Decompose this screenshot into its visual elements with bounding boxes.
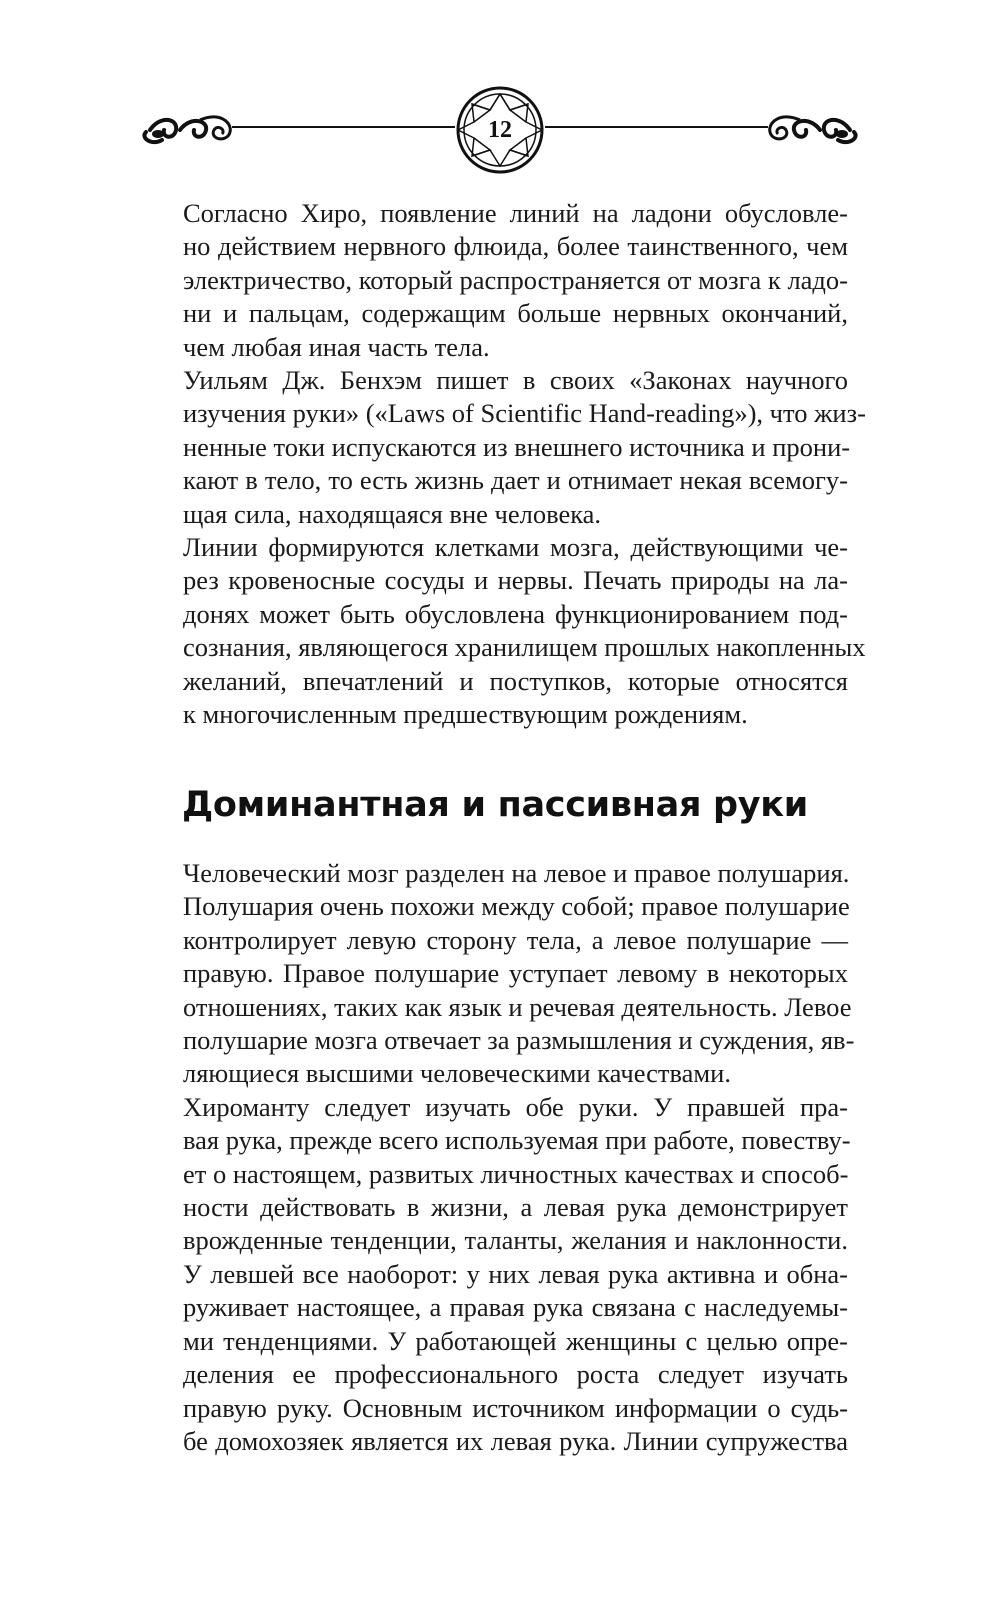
text-line: Согласно Хиро, появление линий на ладони обусловле- bbox=[183, 198, 848, 228]
paragraph bbox=[148, 364, 866, 531]
text-line: кают в тело, то есть жизнь дает и отнимает некая всемогу- bbox=[183, 465, 848, 496]
paragraph bbox=[148, 857, 855, 1091]
text-line: ляющиеся высшими человеческими качествами. bbox=[183, 1058, 731, 1089]
text-line: правую. Правое полушарие уступает левому в некоторых bbox=[183, 958, 848, 989]
section-heading: Доминантная и пассивная руки bbox=[182, 785, 808, 825]
text-line: отношениях, таких как язык и речевая деятельность. Левое bbox=[183, 991, 852, 1022]
text-line: У левшей все наоборот: у них левая рука активна и обна- bbox=[183, 1258, 848, 1289]
text-line: вая рука, прежде всего используемая при работе, повеству- bbox=[183, 1125, 851, 1156]
text-line: Уильям Дж. Бенхэм пишет в своих «Законах научного bbox=[183, 365, 848, 396]
text-line: полушарие мозга отвечает за размышления и суждения, яв- bbox=[183, 1025, 855, 1056]
page-header bbox=[0, 80, 1000, 190]
text-line: щая сила, находящаяся вне человека. bbox=[183, 498, 602, 529]
text-line: врожденные тенденции, таланты, желания и наклонности. bbox=[183, 1225, 848, 1256]
text-line: ни и пальцам, содержащим больше нервных окончаний, bbox=[183, 298, 848, 329]
text-section-1 bbox=[148, 197, 866, 732]
text-line: но действием нервного флюида, более таинственного, чем bbox=[183, 231, 848, 262]
text-line: ми тенденциями. У работающей женщины с целью опре- bbox=[183, 1325, 848, 1356]
text-line: рез кровеносные сосуды и нервы. Печать природы на ла- bbox=[183, 565, 848, 596]
paragraph bbox=[148, 1091, 851, 1458]
text-line: Человеческий мозг разделен на левое и правое полушария. bbox=[183, 858, 850, 888]
text-line: правую руку. Основным источником информации о судь- bbox=[183, 1392, 848, 1423]
text-line: донях может быть обусловлена функционированием под- bbox=[183, 598, 848, 629]
paragraph bbox=[148, 197, 848, 364]
text-line: ненные токи испускаются из внешнего источника и прони- bbox=[183, 431, 851, 462]
text-line: бе домохозяек является их левая рука. Линии супружества bbox=[183, 1425, 848, 1456]
text-line: чем любая иная часть тела. bbox=[183, 331, 490, 362]
text-line: к многочисленным предшествующим рождениям. bbox=[183, 699, 748, 730]
text-line: желаний, впечатлений и поступков, которые относятся bbox=[183, 665, 848, 696]
text-line: руживает настоящее, а правая рука связана с наследуемы- bbox=[183, 1292, 848, 1323]
text-line: Хироманту следует изучать обе руки. У правшей пра- bbox=[183, 1091, 848, 1122]
text-line: контролирует левую сторону тела, а левое полушарие — bbox=[183, 924, 848, 955]
text-line: изучения руки» («Laws of Scientific Hand-reading»), что жиз- bbox=[183, 398, 866, 429]
text-line: Полушария очень похожи между собой; правое полушарие bbox=[183, 891, 850, 922]
text-line: ет о настоящем, развитых личностных качествах и способ- bbox=[183, 1158, 849, 1189]
text-line: сознания, являющегося хранилищем прошлых накопленных bbox=[183, 632, 866, 663]
text-line: деления ее профессионального роста следует изучать bbox=[183, 1359, 848, 1390]
text-line: электричество, который распространяется от мозга к ладо- bbox=[183, 264, 848, 295]
text-line: Линии формируются клетками мозга, действующими че- bbox=[183, 532, 848, 563]
text-line: ности действовать в жизни, а левая рука демонстрирует bbox=[183, 1192, 848, 1223]
page-number: 12 bbox=[488, 117, 512, 143]
paragraph bbox=[148, 531, 866, 731]
text-section-2 bbox=[148, 857, 855, 1458]
